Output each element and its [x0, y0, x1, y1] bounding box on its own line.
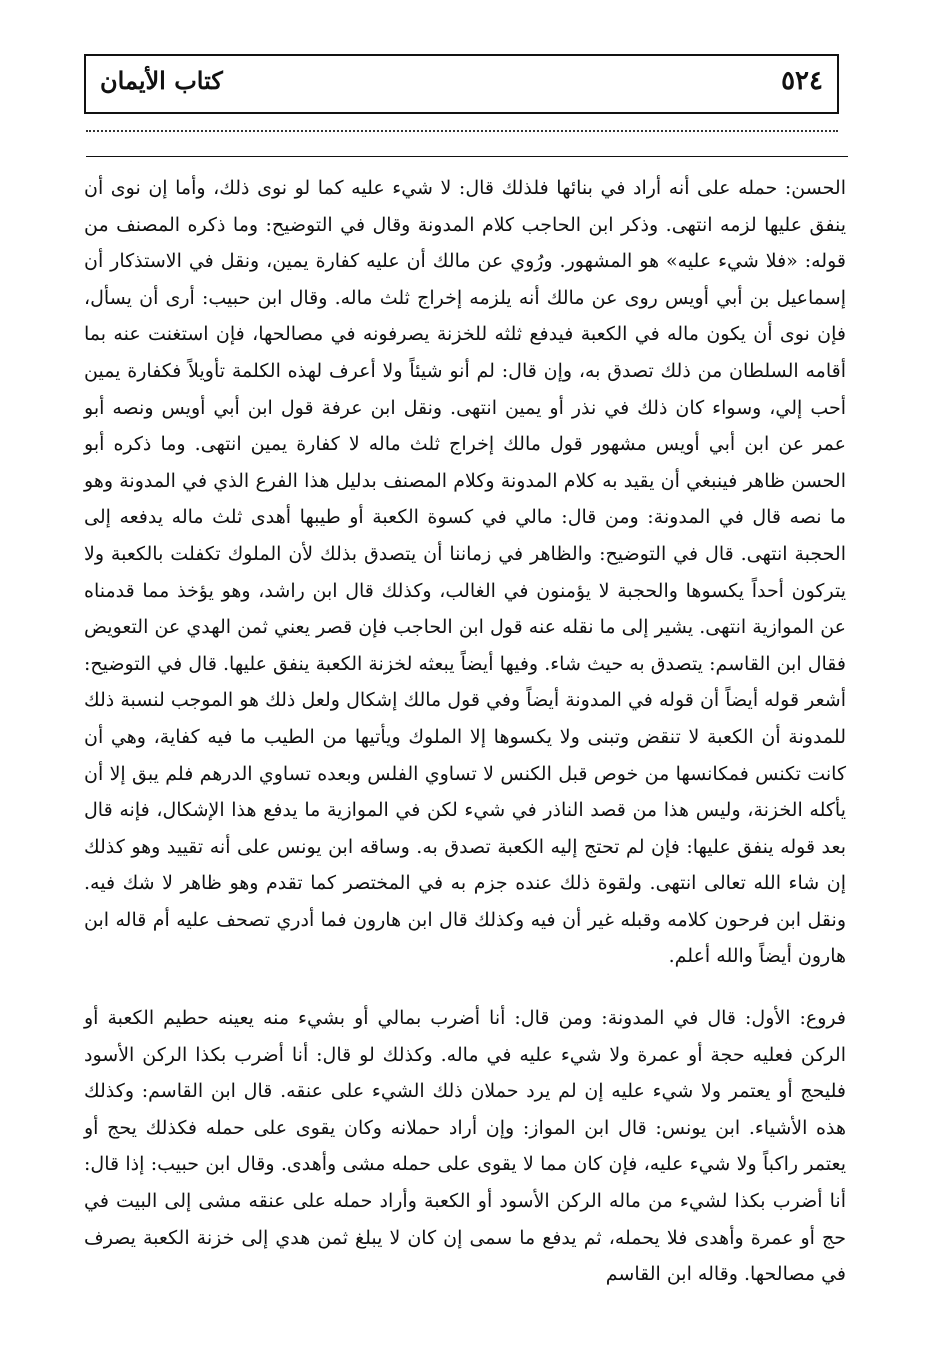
page-header: [84, 54, 839, 114]
body-paragraph: فروع: الأول: قال في المدونة: ومن قال: أنا أضرب بمالي أو بشيء منه يعينه حطيم الكعبة أو الركن فعليه حجة أو عمرة ولا شيء عليه في ماله. وكذلك لو قال: أنا أضرب بكذا الركن الأسود فليحج أو يعتمر ولا شيء عليه إن لم يرد حملان ذلك الشيء على عنقه. قال ابن القاسم: وكذلك هذه الأشياء. ابن يونس: قال ابن المواز: وإن أراد حملانه وكان يقوى على حمله فكذلك يحج أو يعتمر راكباً ولا شيء عليه، فإن كان مما لا يقوى على حمله مشى وأهدى. وقال ابن حبيب: إذا قال: أنا أضرب بكذا لشيء من ماله الركن الأسود أو الكعبة وأراد حمله على عنقه مشى إلى البيت في حج أو عمرة وأهدى فلا يحمله، ثم يدفع ما سمى إن كان لا يبلغ ثمن هدي إلى خزنة الكعبة يصرف في مصالحها. وقاله ابن القاسم: [84, 1007, 846, 1286]
book-title: كتاب الأيمان: [100, 66, 223, 95]
body-paragraph: الحسن: حمله على أنه أراد في بنائها فلذلك قال: لا شيء عليه كما لو نوى ذلك، وأما إن نوى أن ينفق عليها لزمه انتهى. وذكر ابن الحاجب كلام المدونة وقال في التوضيح: وما ذكره المصنف من قوله: «فلا شيء عليه» هو المشهور. ورُوي عن مالك أن عليه كفارة يمين، ونقل في الاستذكار أن إسماعيل بن أبي أويس روى عن مالك أنه يلزمه إخراج ثلث ماله. وقال ابن حبيب: أرى أن يسأل، فإن نوى أن يكون ماله في الكعبة فيدفع ثلثه للخزنة يصرفونه في مصالحها، فإن استغنت عنه بما أقامه السلطان من ذلك تصدق به، وإن قال: لم أنو شيئاً ولا أعرف لهذه الكلمة تأويلاً فكفارة يمين أحب إلي، وسواء كان ذلك في نذر أو يمين انتهى. ونقل ابن عرفة قول ابن أبي أويس ونصه أبو عمر عن ابن أبي أويس مشهور قول مالك إخراج ثلث ماله لا كفارة يمين انتهى. وما ذكره أبو الحسن ظاهر فينبغي أن يقيد به كلام المدونة وكلام المصنف بدليل هذا الفرع الذي في المدونة وهو ما نصه قال في المدونة: ومن قال: مالي في كسوة الكعبة أو طيبها أهدى ثلث ماله يدفعه إلى الحجبة انتهى. قال في التوضيح: والظاهر في زماننا أن يتصدق بذلك لأن الملوك تكفلت بالكعبة ولا يتركون أحداً يكسوها والحجبة لا يؤمنون في الغالب، وكذلك قال ابن راشد، وهو يؤخذ مما قدمناه عن الموازية انتهى. يشير إلى ما نقله عنه قول ابن الحاجب فإن قصر يعني ثمن الهدي عن التعويض فقال ابن القاسم: يتصدق به حيث شاء. وفيها أيضاً يبعثه لخزنة الكعبة ينفق عليها. قال في التوضيح: أشعر قوله أيضاً أن قوله في المدونة أيضاً وفي قول مالك إشكال ولعل ذلك هو الموجب لنسبة ذلك للمدونة أن الكعبة لا تنقض وتبنى ولا يكسوها إلا الملوك ويأتيها من الطيب ما فيه كفاية، وهي أن كانت تكنس فمكانسها من خوص قبل الكنس لا تساوي الفلس وبعده تساوي الدرهم فلم يبق إلا أن يأكله الخزنة، وليس هذا من قصد الناذر في شيء لكن في الموازية ما يدفع هذا الإشكال، فإنه قال بعد قوله ينفق عليها: فإن لم تحتج إليه الكعبة تصدق به. وساقه ابن يونس على أنه تقييد وهو كذلك إن شاء الله تعالى انتهى. ولقوة ذلك عنده جزم به في المختصر كما تقدم وهو ظاهر لا شك فيه. ونقل ابن فرحون كلامه وقبله غير أن فيه وكذلك قال ابن هارون فما أدري تصحف عليه أم قاله ابن هارون أيضاً والله أعلم.: [84, 177, 846, 968]
horizontal-rule: [86, 156, 848, 157]
dotted-separator: [86, 130, 838, 132]
page-number: ٥٢٤: [781, 66, 823, 96]
